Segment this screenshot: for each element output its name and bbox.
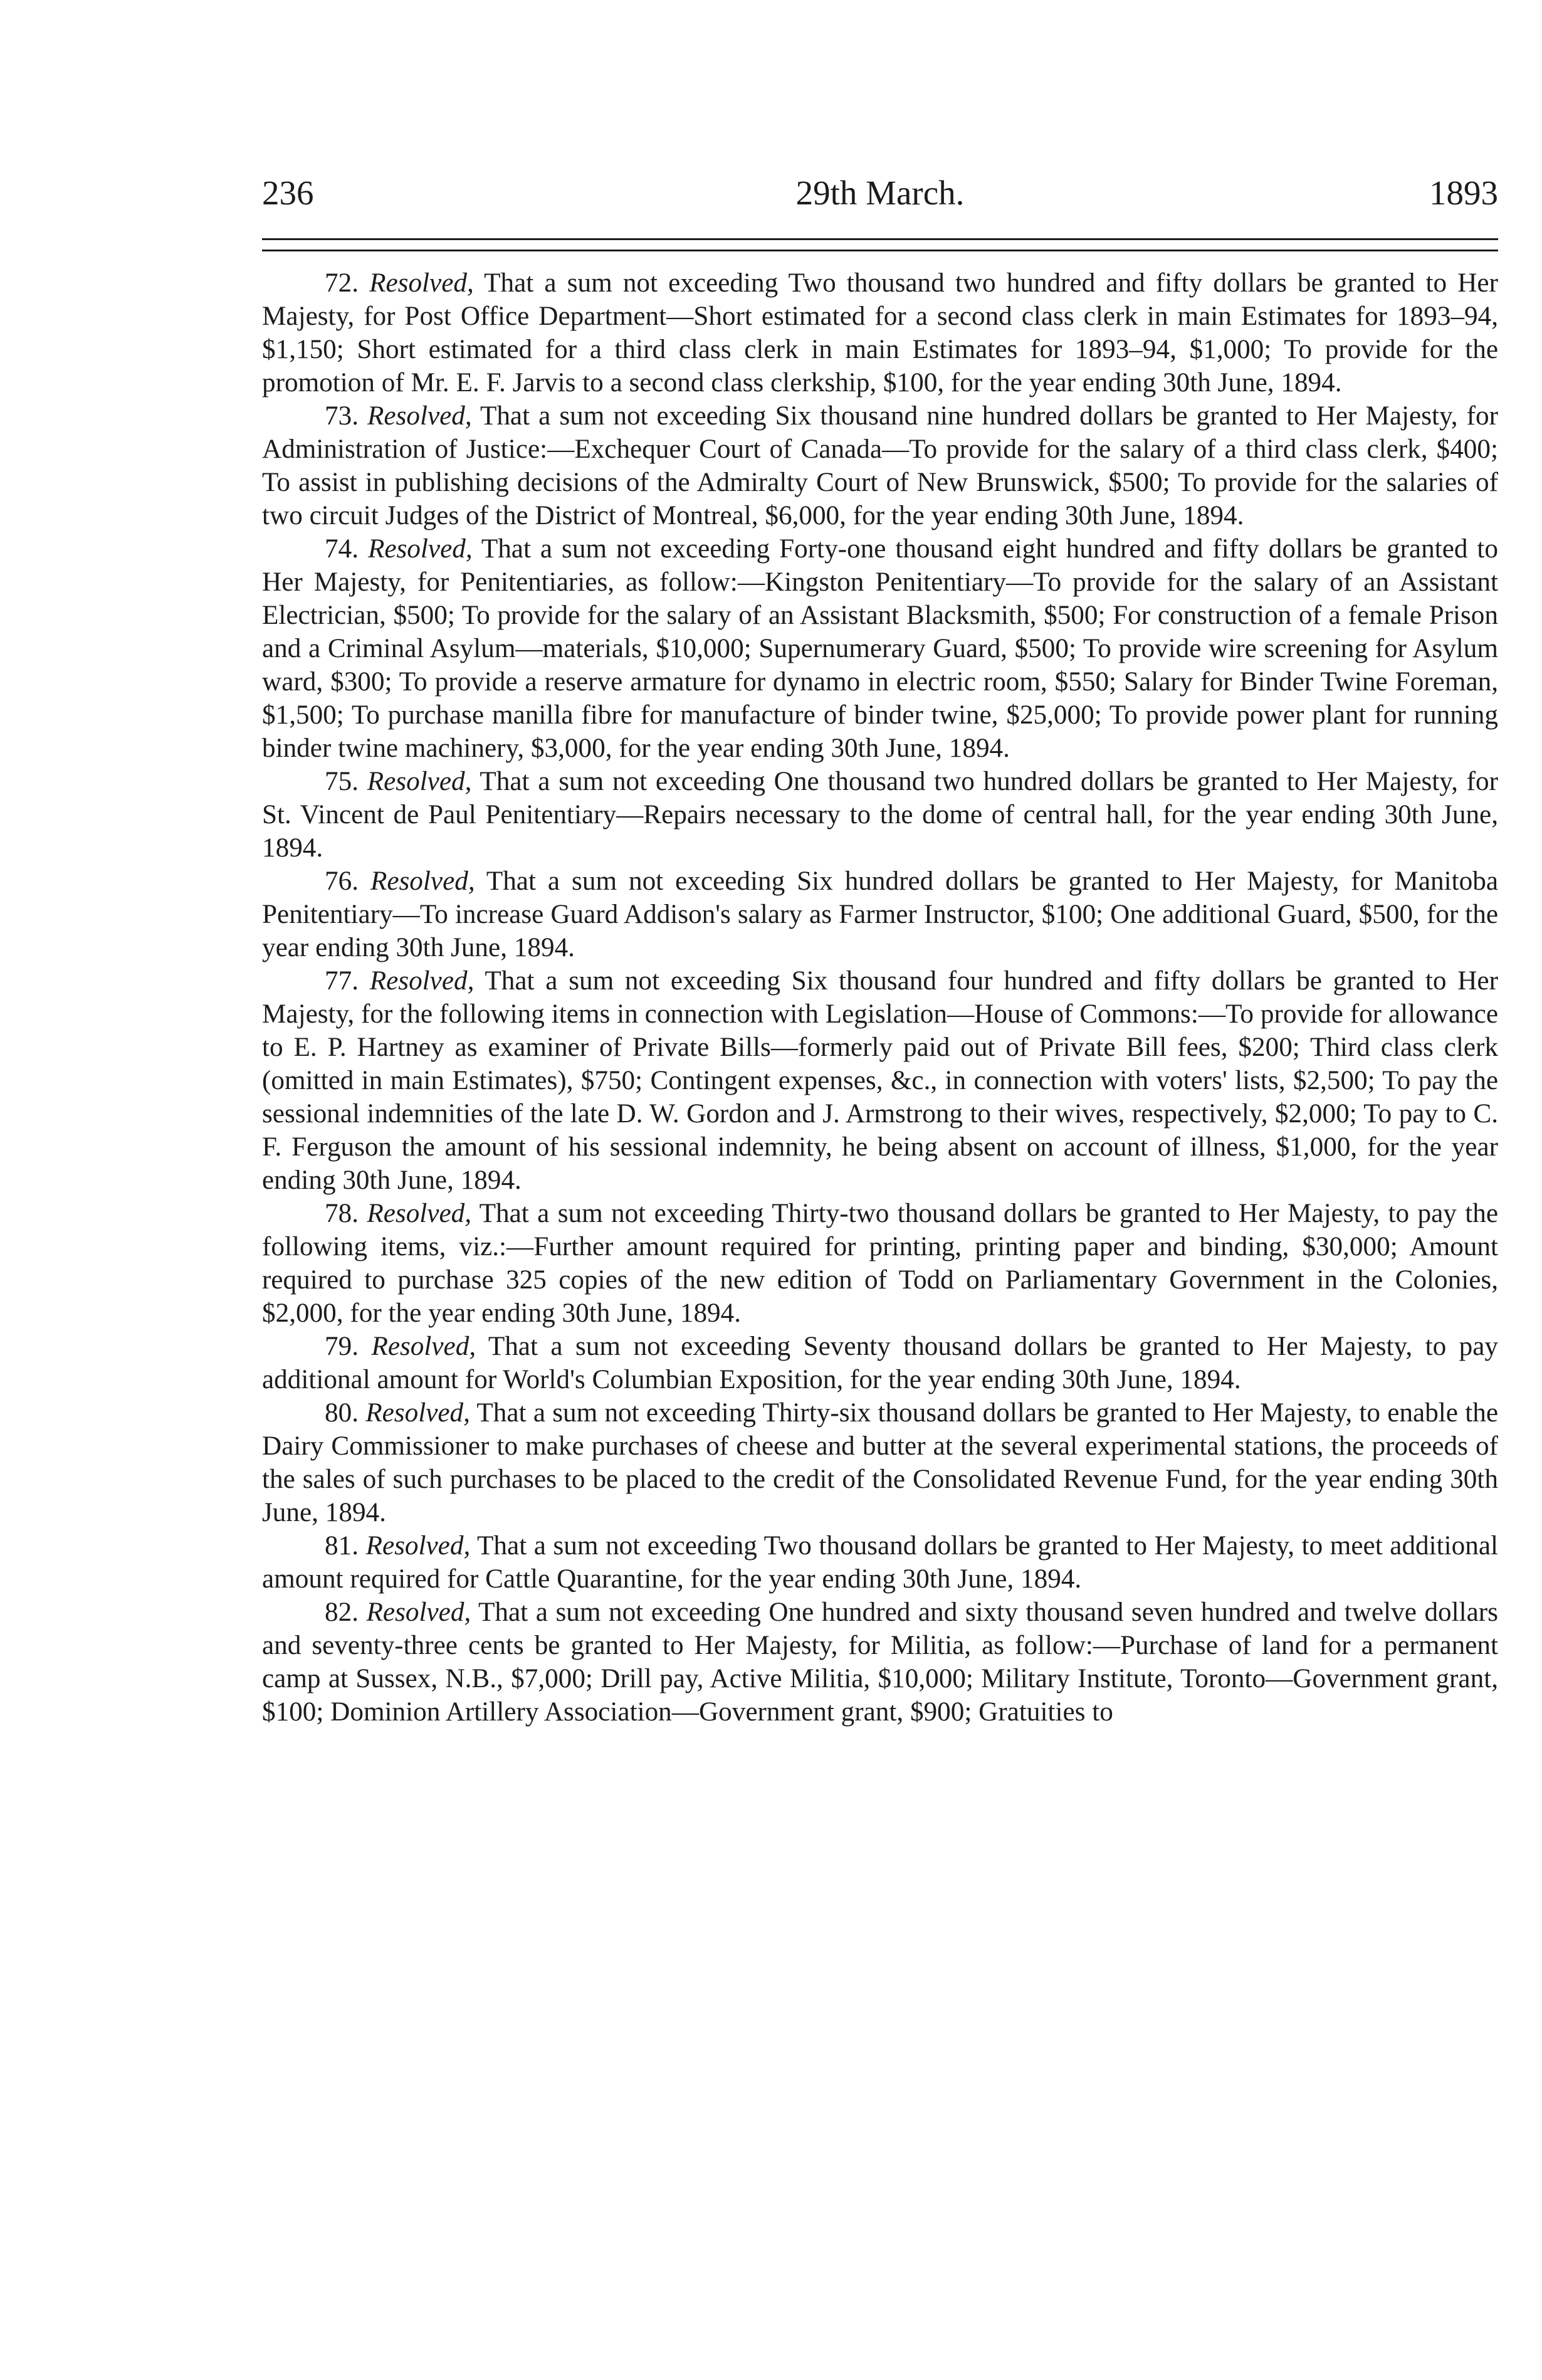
resolution-number: 75. bbox=[325, 767, 359, 796]
resolution-keyword: Resolved, bbox=[367, 1199, 472, 1228]
page-body bbox=[262, 266, 1498, 1729]
resolution-text: That a sum not exceeding Six thousand four hundred and fifty dollars be granted to Her Majesty, for the following items in connection with Legislation—House of Commons:—To provide for allowance to E. P. Hartney as examiner of Private Bills—formerly paid out of Private Bill fees, $200; Third class clerk (omitted in main Estimates), $750; Contingent expenses, &c., in connection with voters' lists, $2,500; To pay the sessional indemnities of the late D. W. Gordon and J. Armstrong to their wives, respectively, $2,000; To pay to C. F. Ferguson the amount of his sessional indemnity, he being absent on account of illness, $1,000, for the year ending 30th June, 1894. bbox=[262, 966, 1498, 1195]
resolution-number: 74. bbox=[325, 534, 359, 564]
resolution-78 bbox=[262, 1197, 1498, 1330]
resolution-keyword: Resolved, bbox=[367, 534, 473, 564]
resolution-text: That a sum not exceeding Thirty-six thousand dollars be granted to Her Majesty, to enable the Dairy Commissioner to make purchases of cheese and butter at the several experimental stations, the proceeds of the sales of such purchases to be placed to the credit of the Consolidated Revenue Fund, for the year ending 30th June, 1894. bbox=[262, 1398, 1498, 1527]
resolution-number: 79. bbox=[325, 1332, 359, 1361]
resolution-number: 80. bbox=[325, 1398, 359, 1428]
header-date: 29th March. bbox=[795, 174, 965, 212]
resolution-keyword: Resolved, bbox=[370, 866, 475, 896]
header-rule-top bbox=[262, 238, 1498, 240]
resolution-text: That a sum not exceeding Six hundred dollars be granted to Her Majesty, for Manitoba Penitentiary—To increase Guard Addison's salary as Farmer Instructor, $100; One additional Guard, $500, for the year ending 30th June, 1894. bbox=[262, 866, 1499, 962]
resolution-number: 76. bbox=[325, 866, 359, 896]
header-year: 1893 bbox=[1429, 174, 1498, 212]
resolution-keyword: Resolved, bbox=[369, 268, 474, 298]
resolution-keyword: Resolved, bbox=[365, 1398, 470, 1428]
resolution-text: That a sum not exceeding Six thousand nine hundred dollars be granted to Her Majesty, for Administration of Justice:—Exchequer Court of Canada—To provide for the salary of a third class clerk, $400; To assist in publishing decisions of the Admiralty Court of New Brunswick, $500; To provide for the salaries of two circuit Judges of the District of Montreal, $6,000, for the year ending 30th June, 1894. bbox=[262, 401, 1498, 530]
resolution-81 bbox=[262, 1529, 1498, 1596]
resolution-79 bbox=[262, 1330, 1498, 1396]
resolution-74 bbox=[262, 532, 1498, 765]
resolution-text: That a sum not exceeding Two thousand dollars be granted to Her Majesty, to meet additional amount required for Cattle Quarantine, for the year ending 30th June, 1894. bbox=[262, 1531, 1498, 1594]
resolution-text: That a sum not exceeding Thirty-two thousand dollars be granted to Her Majesty, to pay the following items, viz.:—Further amount required for printing, printing paper and binding, $30,000; Amount required to purchase 325 copies of the new edition of Todd on Parliamentary Government in the Colonies, $2,000, for the year ending 30th June, 1894. bbox=[262, 1199, 1498, 1328]
page-number: 236 bbox=[262, 174, 314, 212]
resolution-keyword: Resolved, bbox=[367, 401, 472, 431]
resolution-76 bbox=[262, 865, 1498, 964]
resolution-text: That a sum not exceeding One hundred and sixty thousand seven hundred and twelve dollars and seventy-three cents be granted to Her Majesty, for Militia, as follow:—Purchase of land for a permanent camp at Sussex, N.B., $7,000; Drill pay, Active Militia, $10,000; Military Institute, Toronto—Government grant, $100; Dominion Artillery Association—Government grant, $900; Gratuities to bbox=[262, 1598, 1498, 1727]
resolution-keyword: Resolved, bbox=[366, 1598, 471, 1627]
resolution-number: 77. bbox=[325, 966, 359, 996]
resolution-77 bbox=[262, 964, 1498, 1197]
resolution-72 bbox=[262, 266, 1498, 399]
resolution-text: That a sum not exceeding Seventy thousand dollars be granted to Her Majesty, to pay additional amount for World's Columbian Exposition, for the year ending 30th June, 1894. bbox=[262, 1332, 1498, 1394]
page-header bbox=[262, 168, 1498, 218]
resolution-number: 82. bbox=[325, 1598, 359, 1627]
resolution-75 bbox=[262, 765, 1498, 865]
resolution-number: 72. bbox=[325, 268, 359, 298]
resolution-keyword: Resolved, bbox=[365, 1531, 471, 1561]
resolution-text: That a sum not exceeding Two thousand two hundred and fifty dollars be granted to Her Majesty, for Post Office Department—Short estimated for a second class clerk in main Estimates for 1893–94, $1,150; Short estimated for a third class clerk in main Estimates for 1893–94, $1,000; To provide for the promotion of Mr. E. F. Jarvis to a second class clerkship, $100, for the year ending 30th June, 1894. bbox=[262, 268, 1498, 398]
resolution-80 bbox=[262, 1396, 1498, 1529]
resolution-number: 81. bbox=[325, 1531, 359, 1561]
resolution-keyword: Resolved, bbox=[367, 767, 472, 796]
resolution-keyword: Resolved, bbox=[371, 1332, 476, 1361]
resolution-text: That a sum not exceeding One thousand two hundred dollars be granted to Her Majesty, for St. Vincent de Paul Penitentiary—Repairs necessary to the dome of central hall, for the year ending 30th June, 1894. bbox=[262, 767, 1498, 863]
resolution-text: That a sum not exceeding Forty-one thousand eight hundred and fifty dollars be granted to Her Majesty, for Penitentiaries, as follow:—Kingston Penitentiary—To provide for the salary of an Assistant Electrician, $500; To provide for the salary of an Assistant Blacksmith, $500; For construction of a female Prison and a Criminal Asylum—materials, $10,000; Supernumerary Guard, $500; To provide wire screening for Asylum ward, $300; To provide a reserve armature for dynamo in electric room, $550; Salary for Binder Twine Foreman, $1,500; To purchase manilla fibre for manufacture of binder twine, $25,000; To provide power plant for running binder twine machinery, $3,000, for the year ending 30th June, 1894. bbox=[262, 534, 1499, 763]
header-rule-bottom bbox=[262, 250, 1498, 251]
resolution-keyword: Resolved, bbox=[369, 966, 475, 996]
resolution-82 bbox=[262, 1596, 1498, 1729]
resolution-73 bbox=[262, 399, 1498, 532]
resolution-number: 78. bbox=[325, 1199, 359, 1228]
resolution-number: 73. bbox=[325, 401, 359, 431]
